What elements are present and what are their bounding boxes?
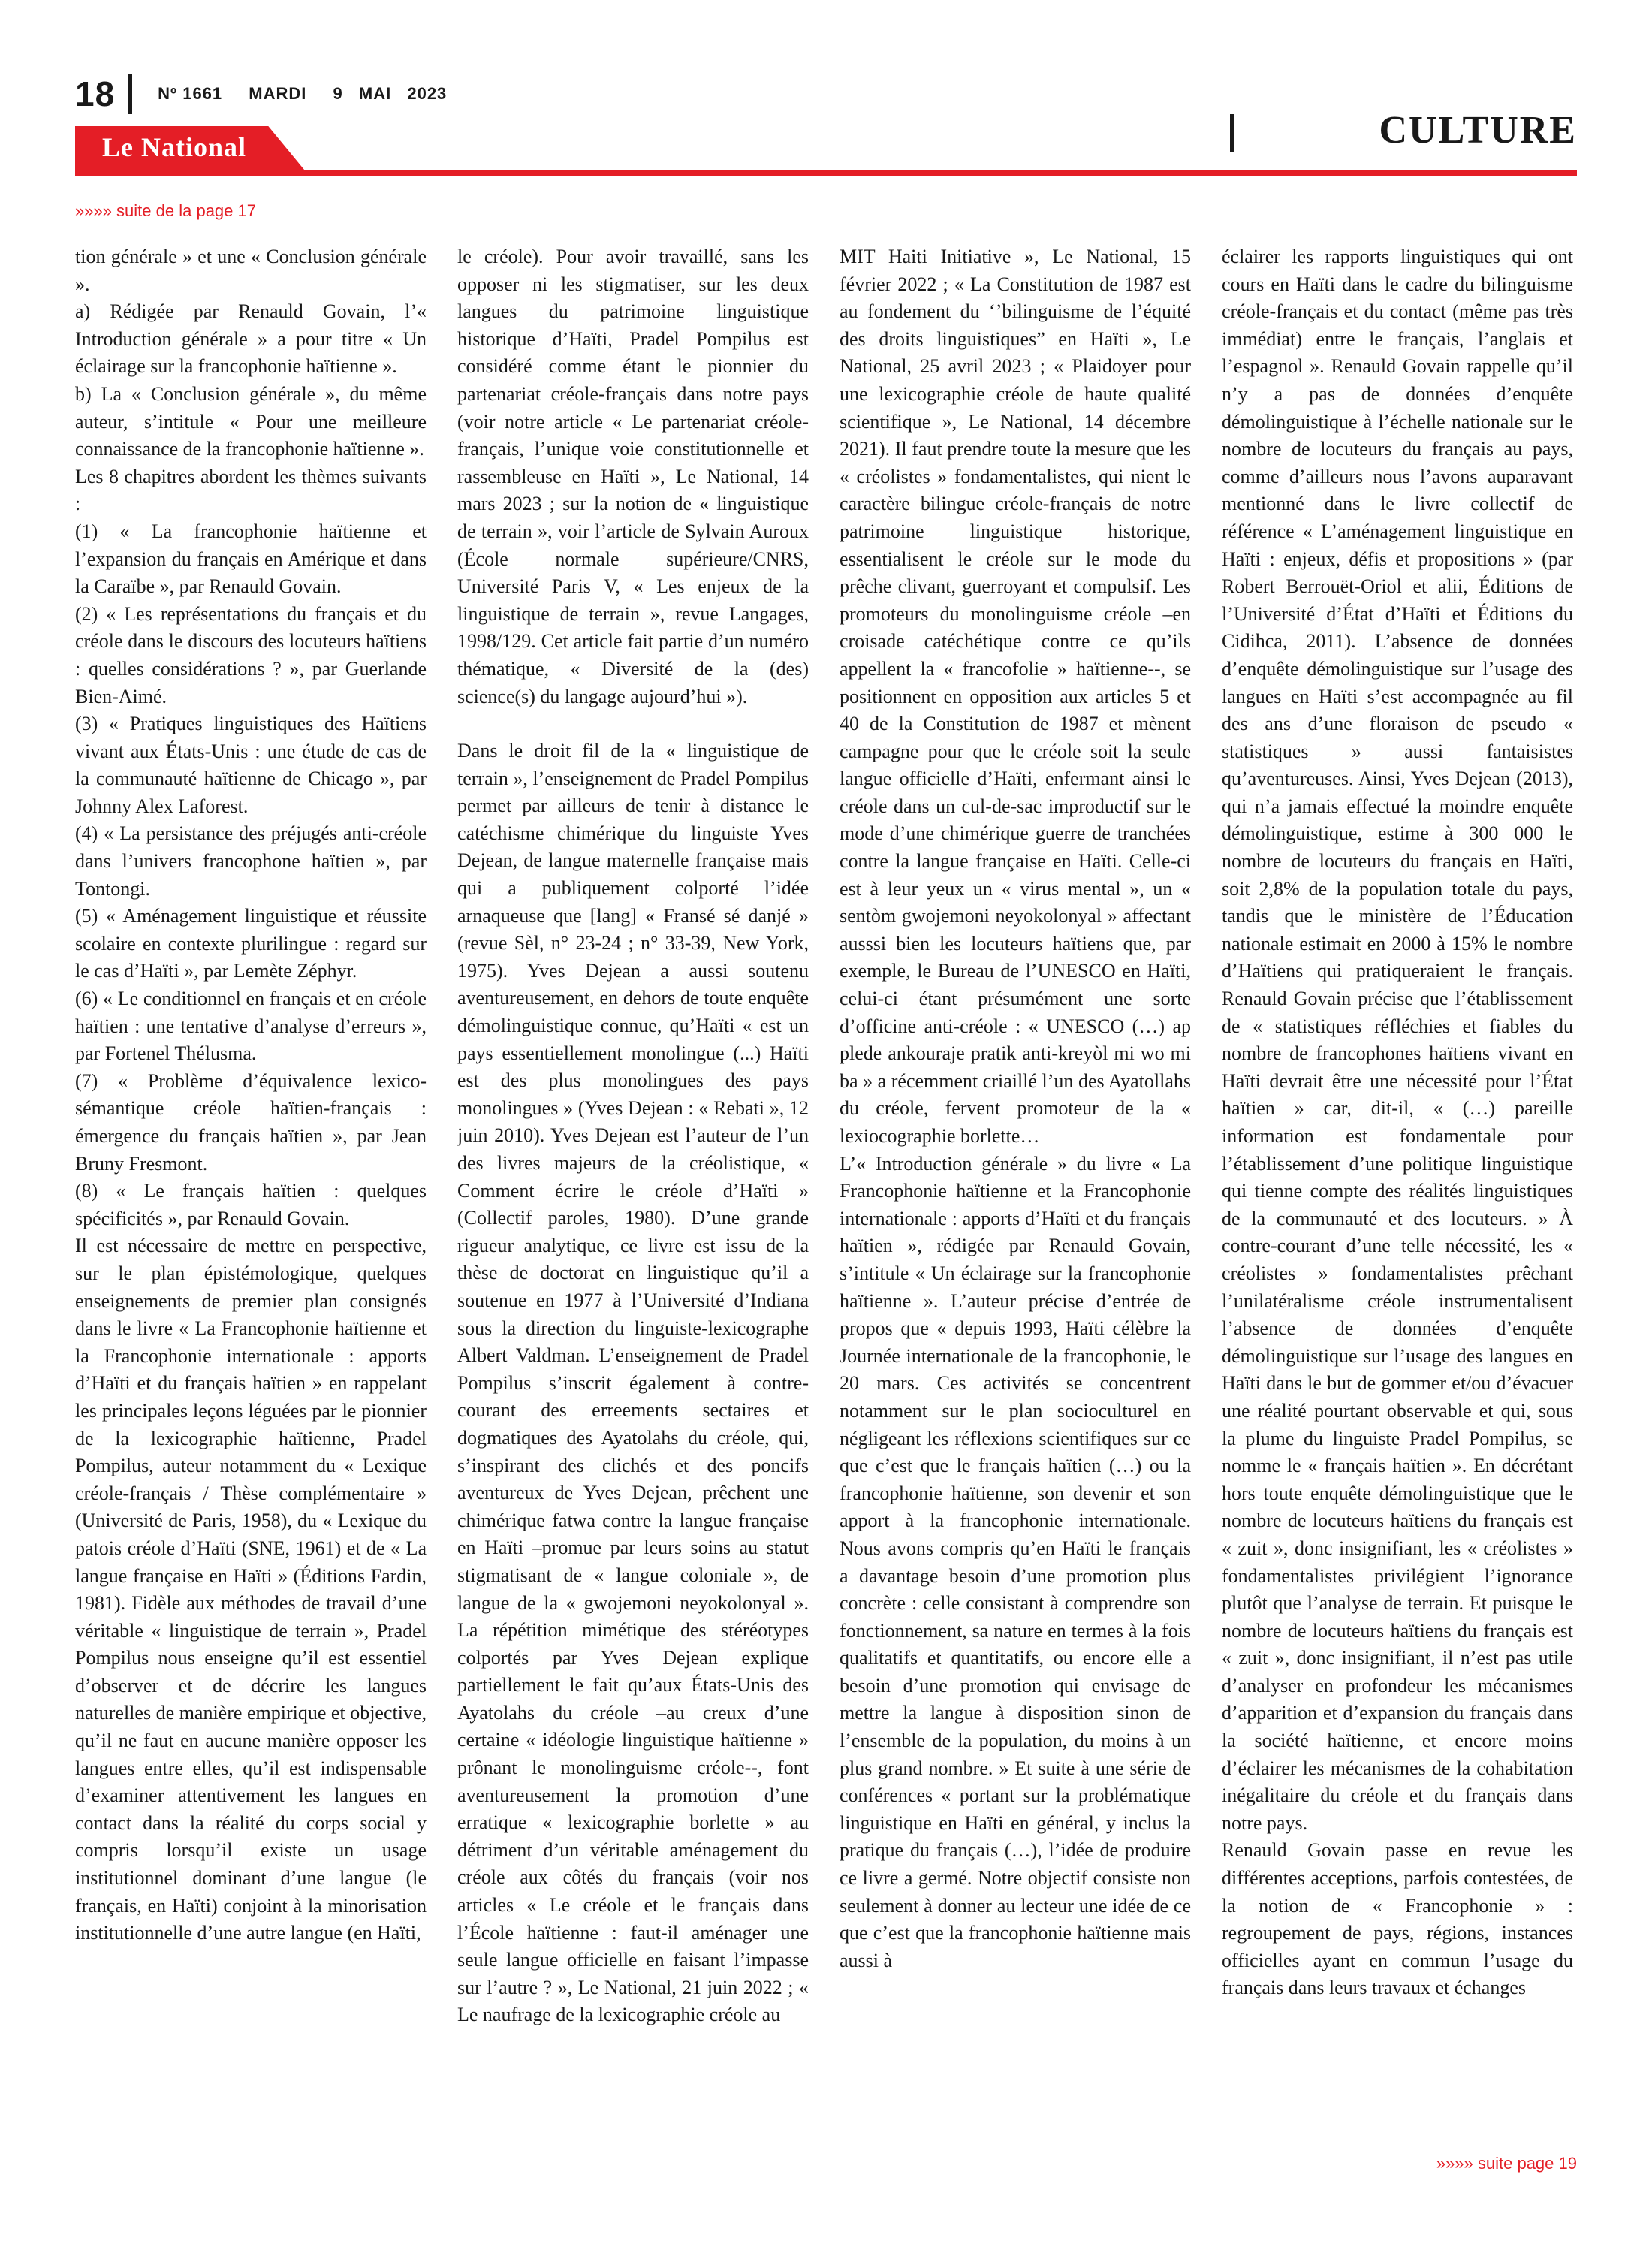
paragraph: b) La « Conclusion générale », du même auteur, s’intitule « Pour une meilleure connaissance de la francophonie haïtienne ».	[75, 382, 427, 460]
brand-rule	[75, 170, 1577, 176]
masthead-top	[75, 72, 468, 116]
paragraph: (2) « Les représentations du français et du créole dans le discours des locuteurs haïtiens : quelles considérations ? », par Guerlande Bien-Aimé.	[75, 602, 427, 707]
paragraph: (6) « Le conditionnel en français et en créole haïtien : une tentative d’analyse d’erreurs », par Fortenel Thélusma.	[75, 988, 427, 1065]
paragraph: éclairer les rapports linguistiques qui ont cours en Haïti dans le cadre du bilinguisme créole-français et du contact (même pas très immédiat) entre le français, l’anglais et l’espagnol ». Renauld Govain rappelle qu’il n’y a pas de données d’enquête démolinguistique à l’échelle nationale sur le nombre de locuteurs du français au pays, comme d’ailleurs nous l’avons auparavant mentionné dans le livre collectif de référence « L’aménagement linguistique en Haïti : enjeux, défis et propositions » (par Robert Berrouët-Oriol et alii, Éditions de l’Université d’État d’Haïti et Éditions du Cidihca, 2011). L’absence de données d’enquête démolinguistique sur l’usage des langues en Haïti s’est accompagnée au fil des ans d’une floraison de pseudo « statistiques » aussi fantaisistes qu’aventureuses. Ainsi, Yves Dejean (2013), qui n’a jamais effectué la moindre enquête démolinguistique, estime à 300 000 le nombre de locuteurs du français en Haïti, soit 2,8% de la population totale du pays, tandis que le ministère de l’Éducation nationale estimait en 2000 à 15% le nombre d’Haïtiens qui pratiqueraient le français. Renauld Govain précise que l’établissement de « statistiques réfléchies et fiables du nombre de francophones haïtiens vivant en Haïti devrait être une nécessité pour l’État haïtien » car, dit-il, « (…) pareille information est fondamentale pour l’établissement d’une politique linguistique qui tienne compte des réalités linguistiques de la communauté et des locuteurs. » À contre-courant d’une telle nécessité, les « créolistes » fondamentalistes prêchant l’unilatéralisme créole instrumentalisent l’absence de données d’enquête démolinguistique sur l’usage des langues en Haïti dans le but de gommer et/ou d’évacuer une réalité pourtant observable et qui, sous la plume du linguiste Pradel Pompilus, se nomme le « français haïtien ». En décrétant hors toute enquête démolinguistique que le nombre de locuteurs haïtiens du français est « zuit », donc insignifiant, les « créolistes » fondamentalistes privilégient l’ignorance plutôt que l’analyse de terrain. Et puisque le nombre de locuteurs haïtiens du français est « zuit », donc insignifiant, il n’est pas utile d’analyser en profondeur les mécanismes d’apparition et d’expansion du français dans la société haïtienne, et encore moins d’éclairer les mécanismes de la cohabitation inégalitaire du créole et du français dans notre pays.	[1222, 246, 1573, 1834]
paragraph: (5) « Aménagement linguistique et réussite scolaire en contexte plurilingue : regard sur le cas d’Haïti », par Lemète Zéphyr.	[75, 905, 427, 982]
issue-month: MAI	[358, 84, 392, 103]
paragraph: (1) « La francophonie haïtienne et l’expansion du français en Amérique et dans la Caraïbe », par Renauld Govain.	[75, 520, 427, 598]
article-column-1	[75, 243, 427, 2151]
paragraph: a) Rédigée par Renauld Govain, l’« Introduction générale » a pour titre « Un éclairage sur la francophonie haïtienne ».	[75, 300, 427, 378]
section-title: CULTURE	[1379, 109, 1577, 152]
page-number: 18	[75, 74, 116, 113]
paragraph: (8) « Le français haïtien : quelques spécificités », par Renauld Govain.	[75, 1180, 427, 1229]
article-column-3	[840, 243, 1191, 2151]
paragraph: (7) « Problème d’équivalence lexico-sémantique créole haïtien-français : émergence du français haïtien », par Jean Bruny Fresmont.	[75, 1069, 427, 1175]
issue-year: 2023	[407, 84, 448, 103]
paragraph: tion générale » et une « Conclusion générale ».	[75, 246, 427, 295]
paragraph: MIT Haiti Initiative », Le National, 15 février 2022 ; « La Constitution de 1987 est au fondement du ‘’bilinguisme de l’équité des droits linguistiques” en Haïti », Le National, 25 avril 2023 ; « Plaidoyer pour une lexicographie créole de haute qualité scientifique », Le National, 14 décembre 2021). Il faut prendre toute la mesure que les « créolistes » fondamentalistes, qui nient le caractère bilingue créole-français de notre patrimoine linguistique historique, essentialisent le créole sur le mode du prêche clivant, guerroyant et compulsif. Les promoteurs du monolinguisme créole –en croisade catéchétique contre ce qu’ils appellent la « francofolie » haïtienne--, se positionnent en opposition aux articles 5 et 40 de la Constitution de 1987 et mènent campagne pour que le créole soit la seule langue officielle d’Haïti, enfermant ainsi le créole dans un cul-de-sac improductif sur le mode d’une chimérique guerre de tranchées contre la langue française en Haïti. Celle-ci est à leur yeux un « virus mental », un « sentòm gwojemoni neyokolonyal » affectant ausssi bien les locuteurs haïtiens que, par exemple, le Bureau de l’UNESCO en Haïti, celui-ci étant présumément une sorte d’officine anti-créole : « UNESCO (…) ap plede ankouraje pratik anti-kreyòl mi wo mi ba » a récemment criaillé l’un des Ayatollahs du créole, fervent promoteur de la « lexiocographie borlette…	[840, 246, 1191, 1147]
paragraph: (4) « La persistance des préjugés anti-créole dans l’univers francophone haïtien », par Tontongi.	[75, 822, 427, 900]
issue-line	[158, 84, 468, 104]
brand-logo: Le National	[102, 132, 247, 162]
paragraph: Il est nécessaire de mettre en perspective, sur le plan épistémologique, quelques enseignements de premier plan consignés dans le livre « La Francophonie haïtienne et la Francophonie internationale : apports d’Haïti et du français haïtien » en rappelant les principales leçons léguées par le pionnier de la lexicographie haïtienne, Pradel Pompilus, auteur notamment du « Lexique créole-français / Thèse complémentaire » (Université de Paris, 1958), du « Lexique du patois créole d’Haïti (SNE, 1961) et de « La langue française en Haïti » (Éditions Fardin, 1981). Fidèle aux méthodes de travail d’une véritable « linguistique de terrain », Pradel Pompilus nous enseigne qu’il est essentiel d’observer et de décrire les langues naturelles de manière empirique et objective, qu’il ne faut en aucune manière opposer les langues entre elles, qu’il est indispensable d’examiner attentivement les langues en contact dans la réalité du corps social y compris lorsqu’il existe un usage institutionnel dominant d’une langue (le français, en Haïti) conjoint à la minorisation institutionnelle d’une autre langue (en Haïti,	[75, 1235, 427, 1944]
issue-day: 9	[333, 84, 343, 103]
issue-number: Nº 1661	[158, 84, 223, 103]
paragraph: (3) « Pratiques linguistiques des Haïtiens vivant aux États-Unis : une étude de cas de la communauté haïtienne de Chicago », par Johnny Alex Laforest.	[75, 713, 427, 817]
article-column-4	[1222, 243, 1573, 2151]
continued-to-link[interactable]: »»»» suite page 19	[1436, 2154, 1577, 2173]
section-divider	[1230, 114, 1234, 152]
page-number-divider	[128, 74, 132, 114]
paragraph: Les 8 chapitres abordent les thèmes suivants :	[75, 465, 427, 515]
issue-weekday: MARDI	[249, 84, 307, 103]
paragraph: le créole). Pour avoir travaillé, sans les opposer ni les stigmatiser, sur les deux langues du patrimoine linguistique historique d’Haïti, Pradel Pompilus est considéré comme étant le pionnier du partenariat créole-français dans notre pays (voir notre article « Le partenariat créole-français, l’unique voie constitutionnelle et rassembleuse en Haïti », Le National, 14 mars 2023 ; sur la notion de « linguistique de terrain », voir l’article de Sylvain Auroux (École normale supérieure/CNRS, Université Paris V, « Les enjeux de la linguistique de terrain », revue Langages, 1998/129. Cet article fait partie d’un numéro thématique, « Diversité de la (des) science(s) du langage aujourd’hui »).	[457, 246, 809, 707]
paragraph: Dans le droit fil de la « linguistique de terrain », l’enseignement de Pradel Pompilus permet par ailleurs de tenir à distance le catéchisme chimérique du linguiste Yves Dejean, de langue maternelle française mais qui a publiquement colporté l’idée arnaqueuse que [lang] « Fransé sé danjé » (revue Sèl, n° 23-24 ; n° 33-39, New York, 1975). Yves Dejean a aussi soutenu aventureusement, en dehors de toute enquête démolinguistique connue, qu’Haïti « est un pays essentiellement monolingue (...) Haïti est des plus monolingues des pays monolingues » (Yves Dejean : « Rebati », 12 juin 2010). Yves Dejean est l’auteur de l’un des livres majeurs de la créolistique, « Comment écrire le créole d’Haïti » (Collectif paroles, 1980). D’une grande rigueur analytique, ce livre est issu de la thèse de doctorat en linguistique qu’il a soutenue en 1977 à l’Université d’Indiana sous la direction du linguiste-lexicographe Albert Valdman. L’enseignement de Pradel Pompilus s’inscrit également à contre-courant des erreements sectaires et dogmatiques des Ayatolahs du créole, qui, s’inspirant des clichés et des poncifs aventureux de Yves Dejean, prêchent une chimérique fatwa contre la langue française en Haïti –promue par leurs soins au statut stigmatisant de « langue coloniale », de langue de la « gwojemoni neyokolonyal ». La répétition mimétique des stéréotypes colportés par Yves Dejean explique partiellement le fait qu’aux États-Unis des Ayatolahs du créole –au creux d’une certaine « idéologie linguistique haïtienne » prônant le monolinguisme créole--, font aventureusement la promotion d’une erratique « lexicographie borlette » au détriment d’un véritable aménagement du créole aux côtés du français (voir nos articles « Le créole et le français dans l’École haïtienne : faut-il aménager une seule langue officielle en faisant l’impasse sur l’autre ? », Le National, 21 juin 2022 ; « Le naufrage de la lexicographie créole au	[457, 740, 809, 2026]
paragraph: Renauld Govain passe en revue les différentes acceptions, parfois contestées, de la notion de « Francophonie » : regroupement de pays, régions, instances officielles ayant en commun l’usage du français dans leurs travaux et échanges	[1222, 1839, 1573, 1999]
article-column-2	[457, 243, 809, 2151]
continued-from-link[interactable]: »»»» suite de la page 17	[75, 201, 256, 220]
paragraph: L’« Introduction générale » du livre « La Francophonie haïtienne et la Francophonie internationale : apports d’Haïti et du français haïtien », rédigée par Renauld Govain, s’intitule « Un éclairage sur la francophonie haïtienne ». L’auteur précise d’entrée de propos que « depuis 1993, Haïti célèbre la Journée internationale de la francophonie, le 20 mars. Ces activités se concentrent notamment sur le plan socioculturel en négligeant les réflexions scientifiques sur ce que c’est que le français haïtien (…) ou la francophonie haïtienne, son devenir et son apport à la francophonie internationale. Nous avons compris qu’en Haïti le français a davantage besoin d’une promotion plus concrète : celle consistant à comprendre son fonctionnement, sa nature en termes à la fois qualitatifs et quantitatifs, ou encore elle a besoin d’une promotion qui envisage de mettre la langue à disposition sinon de l’ensemble de la population, du moins à un plus grand nombre. » Et suite à une série de conférences « portant sur la problématique linguistique en Haïti en général, y inclus la pratique du français (…), l’idée de produire ce livre a germé. Notre objectif consiste non seulement à donner au lecteur une idée de ce que c’est que la francophonie haïtienne mais aussi à	[840, 1152, 1191, 1971]
